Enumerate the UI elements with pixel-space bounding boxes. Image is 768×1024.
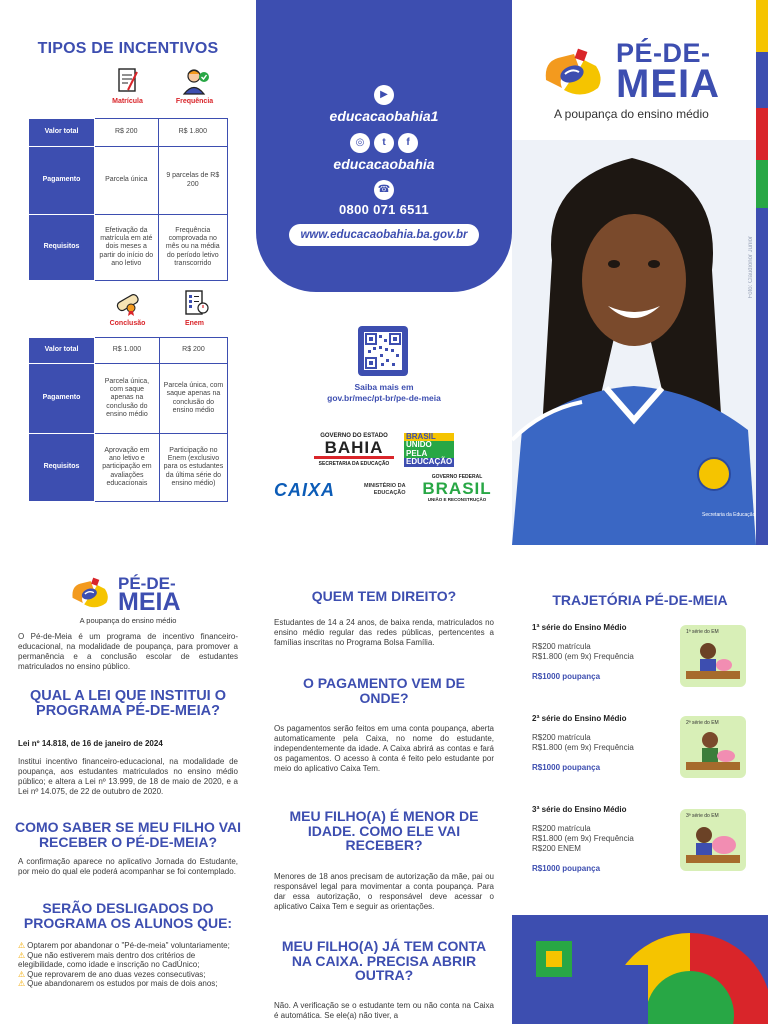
disconnect-title: SERÃO DESLIGADOS DO PROGRAMA OS ALUNOS QUE: (23, 900, 233, 931)
stage-line: R$1.800 (em 9x) Frequência (532, 834, 634, 843)
student-check-icon (180, 66, 210, 96)
warning-icon: ⚠ (18, 979, 26, 989)
stage-heading: 2ª série do Ensino Médio (532, 714, 627, 723)
stage-illustration (680, 625, 746, 687)
stage-line: R$200 matrícula (532, 642, 591, 651)
contacts-panel (256, 0, 512, 555)
stage-line: R$200 matrícula (532, 733, 591, 742)
stage-line: R$1.800 (em 9x) Frequência (532, 652, 634, 661)
table-cell: R$ 200 (159, 338, 227, 364)
table-row (29, 338, 228, 364)
completion-label: Conclusão (109, 320, 146, 327)
social-icons (256, 132, 512, 153)
incentives-top-icons (94, 66, 228, 116)
table-cell: Parcela única (95, 147, 159, 215)
table-cell: Parcela única, com saque apenas na conclusão do ensino médio (95, 364, 160, 434)
exam-icon (180, 288, 210, 318)
table-cell: Frequência comprovada no mês ou na média do período letivo transcorrido (158, 215, 227, 281)
law-reference: Lei nº 14.818, de 16 de janeiro de 2024 (18, 739, 163, 748)
table-cell: Participação no Enem (exclusivo para os estudantes da última série do ensino médio) (159, 434, 227, 502)
enrollment-label: Matrícula (112, 98, 143, 105)
completion-column (94, 288, 161, 338)
incentives-panel (0, 0, 256, 555)
brasil-unido-line1: BRASIL (404, 433, 454, 441)
qr-caption-line1: Saiba mais em (354, 382, 414, 392)
who-text: Estudantes de 14 a 24 anos, de baixa renda, matriculados no ensino médio regular das redes públicas, pertencentes a famílias inscritas no Programa Bolsa Família. (274, 618, 494, 647)
incentives-bottom-icons (94, 288, 228, 338)
contract-icon (113, 66, 143, 96)
minor-text: Menores de 18 anos precisam de autorização da mãe, pai ou responsável legal para movimentar a conta poupança. Para dar essa autorização, o responsável deve acessar o aplicativo Caixa Tem e seguir as orientações. (274, 872, 494, 911)
instagram-icon[interactable]: ◎ (350, 133, 370, 153)
about-logo-bottom: MEIA (118, 588, 181, 616)
cover-logo (542, 40, 742, 110)
student-photo (512, 140, 756, 545)
incentives-title: TIPOS DE INCENTIVOS (37, 40, 219, 57)
ministry-logo (364, 483, 406, 497)
table-cell: R$ 1.000 (95, 338, 160, 364)
disconnect-item-text: Que reprovarem de ano duas vezes consecutivas; (27, 969, 206, 979)
stage-savings: R$1000 poupança (532, 672, 601, 681)
bahia-logo-top: GOVERNO DO ESTADO (320, 433, 388, 439)
social-handle-block (256, 156, 512, 172)
enrollment-column (94, 66, 161, 116)
table-cell: Efetivação da matrícula em até dois meses a partir do início do ano letivo (95, 215, 159, 281)
list-item (18, 979, 240, 989)
minor-title: MEU FILHO(A) É MENOR DE IDADE. COMO ELE VAI RECEBER? (289, 808, 479, 854)
table-row (29, 119, 228, 147)
social-handle[interactable]: educacaobahia (333, 156, 435, 172)
twitter-icon[interactable]: t (374, 133, 394, 153)
qr-code[interactable] (358, 326, 408, 376)
color-stripes (756, 0, 768, 545)
table-cell: R$ 200 (95, 119, 159, 147)
trajectory-title: TRAJETÓRIA PÉ-DE-MEIA (552, 592, 728, 608)
brasil-unido-logo (404, 433, 454, 467)
phone-block (256, 202, 512, 217)
qr-caption-link[interactable]: gov.br/mec/pt-br/pe-de-meia (327, 393, 441, 404)
account-title: MEU FILHO(A) JÁ TEM CONTA NA CAIXA. PRECISA ABRIR OUTRA? (281, 938, 487, 984)
list-item (18, 941, 240, 951)
website-link[interactable]: www.educacaobahia.ba.gov.br (289, 224, 479, 246)
cover-badge-text: Secretaria da Educação (702, 512, 756, 518)
qr-code-icon (364, 332, 402, 370)
about-intro: O Pé-de-Meia é um programa de incentivo financeiro-educacional, na modalidade de poupança, para promover a permanência e a conclusão escolar de estudantes matriculados no ensino público. (18, 632, 238, 671)
cover-logo-top: PÉ-DE- (616, 38, 711, 68)
phone-number[interactable]: 0800 071 6511 (339, 202, 429, 217)
cover-logo-bottom: MEIA (616, 62, 720, 106)
table-cell: Parcela única, com saque apenas na conclusão do ensino médio (159, 364, 227, 434)
stage-line: R$200 ENEM (532, 844, 581, 853)
table-row (29, 215, 228, 281)
warning-icon: ⚠ (18, 941, 26, 950)
stage-heading: 1ª série do Ensino Médio (532, 623, 627, 632)
about-logo-top: PÉ-DE- (118, 574, 176, 593)
federal-logo-sub: UNIÃO E RECONSTRUÇÃO (427, 497, 487, 502)
know-title: COMO SABER SE MEU FILHO VAI RECEBER O PÉ-DE-MEIA? (14, 819, 242, 850)
bahia-logo-sub: SECRETARIA DA EDUCAÇÃO (318, 461, 390, 467)
row-header: Pagamento (29, 364, 95, 434)
who-title: QUEM TEM DIREITO? (311, 588, 457, 604)
youtube-block (256, 84, 512, 105)
account-text: Não. A verificação se o estudante tem ou não conta na Caixa é automática. Se ele(a) não tiver, a (274, 1001, 494, 1020)
stage-1 (532, 623, 762, 703)
row-header: Pagamento (29, 147, 95, 215)
attendance-column (161, 66, 228, 116)
decorative-shapes (512, 915, 768, 1024)
row-header: Requisitos (29, 434, 95, 502)
caixa-logo: CAIXA (274, 480, 336, 500)
ministry-logo-line1: MINISTÉRIO DA (364, 483, 406, 489)
incentives-table-top (28, 118, 228, 281)
photo-credit: Foto: Claudionor Junior (748, 236, 754, 299)
row-header: Valor total (29, 338, 95, 364)
cover-panel (512, 0, 768, 545)
stage-line: R$1.800 (em 9x) Frequência (532, 743, 634, 752)
payment-text: Os pagamentos serão feitos em uma conta poupança, aberta automaticamente pela Caixa, no nome do estudante, independentemente da idade. A Caixa abrirá as contas e fará os pagamentos. O acesso à conta é feito pelo estudante por meio do aplicativo Caixa Tem. (274, 724, 494, 773)
stage-illustration (680, 809, 746, 871)
stage-savings: R$1000 poupança (532, 763, 601, 772)
law-title: QUAL A LEI QUE INSTITUI O PROGRAMA PÉ-DE-MEIA? (29, 688, 227, 720)
about-tagline: A poupança do ensino médio (79, 616, 177, 625)
about-logo (70, 575, 200, 619)
list-item (18, 970, 240, 980)
federal-logo-name: BRASIL (422, 479, 492, 498)
law-text: Institui incentivo financeiro-educacional, na modalidade de poupança, aos estudantes matriculados no ensino médio público; e altera a Lei nº 13.999, de 18 de maio de 2020, e a Lei nº 14.075, de 22 de outubro de 2020. (18, 757, 238, 796)
brasil-unido-line2: UNIDO PELA (404, 441, 454, 458)
stage-card-label: 1ª série do EM (686, 629, 719, 635)
table-row (29, 147, 228, 215)
youtube-icon[interactable]: ▶ (374, 85, 394, 105)
enem-label: Enem (184, 320, 205, 327)
trajectory-panel (512, 555, 768, 1024)
row-header: Requisitos (29, 215, 95, 281)
table-cell: R$ 1.800 (158, 119, 227, 147)
youtube-handle[interactable]: educacaobahia1 (329, 108, 439, 124)
know-text: A confirmação aparece no aplicativo Jornada do Estudante, por meio do qual ele poderá acompanhar se foi contemplado. (18, 857, 238, 876)
cover-tagline: A poupança do ensino médio (554, 107, 709, 121)
stage-card-label: 2ª série do EM (686, 720, 719, 726)
about-panel (0, 555, 256, 1024)
disconnect-list (18, 941, 240, 989)
row-header: Valor total (29, 119, 95, 147)
ministry-logo-line2: EDUCAÇÃO (373, 490, 406, 497)
warning-icon: ⚠ (18, 969, 26, 979)
list-item (18, 951, 240, 970)
stage-line: R$200 matrícula (532, 824, 591, 833)
disconnect-item-text: Optarem por abandonar o "Pé-de-meia" voluntariamente; (27, 941, 230, 950)
qr-caption (256, 382, 512, 404)
enem-column (161, 288, 228, 338)
phone-icon: ☎ (374, 180, 394, 200)
table-row (29, 434, 228, 502)
bahia-government-logo (314, 433, 394, 467)
facebook-icon[interactable]: f (398, 133, 418, 153)
incentives-table-bottom (28, 337, 228, 502)
sock-logo-icon (70, 577, 110, 611)
stage-heading: 3ª série do Ensino Médio (532, 805, 627, 814)
table-row (29, 364, 228, 434)
payment-title: O PAGAMENTO VEM DE ONDE? (302, 675, 466, 706)
warning-icon: ⚠ (18, 950, 26, 960)
phone-icon-block (256, 179, 512, 200)
stage-3 (532, 805, 762, 895)
brasil-unido-line3: EDUCAÇÃO (406, 457, 453, 467)
table-cell: Aprovação em ano letivo e participação em avaliações educacionais (95, 434, 160, 502)
federal-logo-top: GOVERNO FEDERAL (431, 474, 483, 480)
stage-illustration (680, 716, 746, 778)
faq-panel (256, 555, 512, 1024)
attendance-label: Frequência (175, 98, 214, 105)
sock-logo-icon (542, 48, 604, 100)
disconnect-item-text: Que não estiverem mais dentro dos critérios de elegibilidade, como idade e inscrição no CadÚnico; (18, 950, 200, 970)
disconnect-item-text: Que abandonarem os estudos por mais de dois anos; (27, 979, 218, 989)
stage-2 (532, 714, 762, 794)
diploma-icon (113, 288, 143, 318)
bahia-logo-name: BAHIA (314, 439, 394, 459)
student-portrait (512, 140, 756, 545)
stage-savings: R$1000 poupança (532, 864, 601, 873)
stage-card-label: 3ª série do EM (686, 813, 719, 819)
federal-government-logo (420, 474, 494, 502)
table-cell: 9 parcelas de R$ 200 (158, 147, 227, 215)
youtube-handle-block (256, 108, 512, 124)
